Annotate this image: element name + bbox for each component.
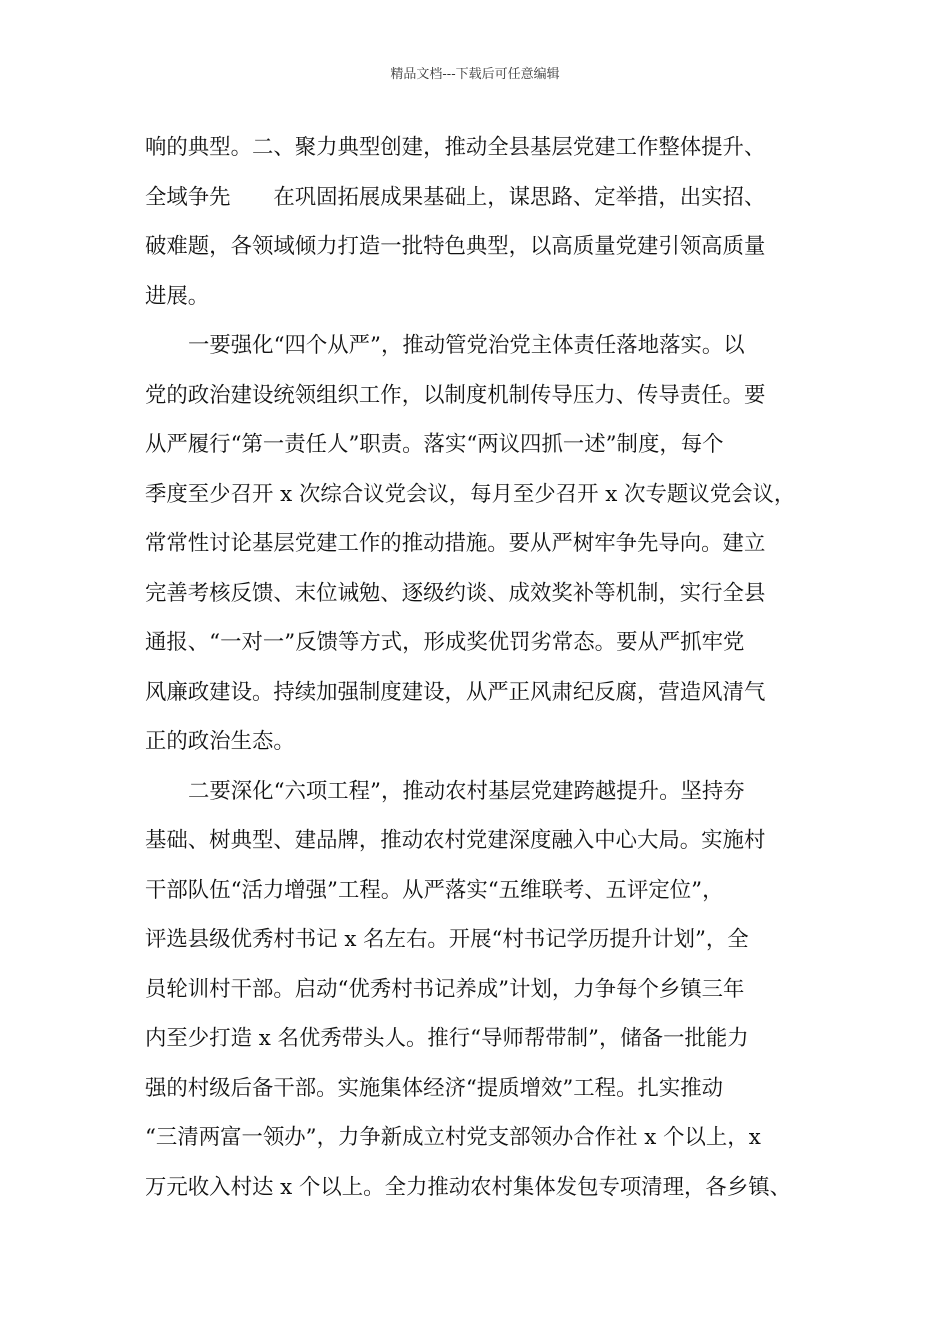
- text-line: 通报、“一对一”反馈等方式，形成奖优罚劣常态。要从严抓牢党: [145, 630, 745, 655]
- text-line: 完善考核反馈、末位诫勉、逐级约谈、成效奖补等机制，实行全县: [145, 580, 766, 606]
- text-line: 万元收入村达 x 个以上。全力推动农村集体发包专项清理，各乡镇、: [145, 1174, 791, 1200]
- text-line: 正的政治生态。: [145, 729, 295, 754]
- text-line: 从严履行“第一责任人”职责。落实“两议四抓一述”制度，每个: [145, 432, 724, 457]
- paragraph-1: [145, 123, 825, 321]
- text-line: 员轮训村干部。启动“优秀村书记养成”计划，力争每个乡镇三年: [145, 976, 745, 1002]
- text-line: 响的典型。二、聚力典型创建，推动全县基层党建工作整体提升、: [145, 135, 766, 160]
- text-line: 二要深化“六项工程”，推动农村基层党建跨越提升。坚持夯: [188, 778, 745, 804]
- text-line: 一要强化“四个从严”，推动管党治党主体责任落地落实。以: [188, 333, 745, 358]
- paragraph-3: [145, 767, 825, 1213]
- text-line: 常常性讨论基层党建工作的推动措施。要从严树牢争先导向。建立: [145, 531, 766, 556]
- paragraph-2: [145, 321, 825, 767]
- text-line: 风廉政建设。持续加强制度建设，从严正风肃纪反腐，营造风清气: [145, 679, 766, 705]
- text-line: 强的村级后备干部。实施集体经济“提质增效”工程。扎实推动: [145, 1075, 724, 1101]
- text-line: 季度至少召开 x 次综合议党会议，每月至少召开 x 次专题议党会议，: [145, 481, 796, 507]
- document-body: [145, 123, 825, 1212]
- text-line: 干部队伍“活力增强”工程。从严落实“五维联考、五评定位”，: [145, 877, 724, 903]
- text-line: “三清两富一领办”，力争新成立村党支部领办合作社 x 个以上，x: [145, 1125, 761, 1150]
- text-line: 党的政治建设统领组织工作，以制度机制传导压力、传导责任。要: [145, 382, 766, 408]
- text-line: 全域争先 在巩固拓展成果基础上，谋思路、定举措，出实招、: [145, 184, 766, 210]
- page-header: 精品文档---下载后可任意编辑: [390, 67, 560, 82]
- text-line: 评选县级优秀村书记 x 名左右。开展“村书记学历提升计划”，全: [145, 927, 749, 952]
- text-line: 内至少打造 x 名优秀带头人。推行“导师帮带制”，储备一批能力: [145, 1026, 749, 1051]
- text-line: 基础、树典型、建品牌，推动农村党建深度融入中心大局。实施村: [145, 828, 766, 853]
- text-line: 破难题，各领域倾力打造一批特色典型，以高质量党建引领高质量: [145, 234, 766, 259]
- text-line: 进展。: [145, 283, 210, 309]
